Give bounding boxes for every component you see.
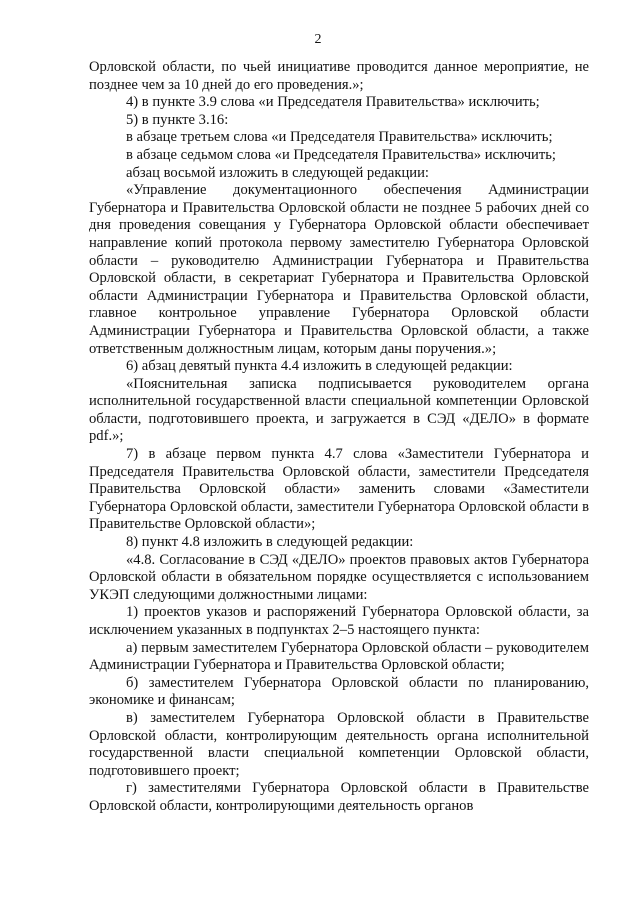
paragraph-continuation: Орловской области, по чьей инициативе проводится данное мероприятие, не позднее чем за 10 дней до его проведения.»; xyxy=(89,59,589,93)
paragraph-subitem-a: а) первым заместителем Губернатора Орловской области – руководителем Администрации Губернатора и Правительства Орловской области; xyxy=(89,639,589,674)
paragraph-subitem-b: б) заместителем Губернатора Орловской области по планированию, экономике и финансам; xyxy=(89,674,589,709)
document-body xyxy=(89,59,589,816)
paragraph-abzac-3: в абзаце третьем слова «и Председателя Правительства» исключить; xyxy=(126,129,553,146)
paragraph-quote-4-8: «4.8. Согласование в СЭД «ДЕЛО» проектов правовых актов Губернатора Орловской области в обязательном порядке осуществляется с использованием УКЭП следующими должностными лицами: xyxy=(89,551,589,603)
paragraph-subitem-v: в) заместителем Губернатора Орловской области в Правительстве Орловской области, контролирующим деятельность органа исполнительной государственной власти специальной компетенции Орловской области, подготовившего проект; xyxy=(89,709,589,779)
paragraph-subitem-1: 1) проектов указов и распоряжений Губернатора Орловской области, за исключением указанных в подпунктах 2–5 настоящего пункта: xyxy=(89,604,589,638)
paragraph-subitem-g: г) заместителями Губернатора Орловской области в Правительстве Орловской области, контролирующими деятельность органов xyxy=(89,780,589,814)
paragraph-item-8: 8) пункт 4.8 изложить в следующей редакции: xyxy=(126,534,414,551)
paragraph-abzac-7: в абзаце седьмом слова «и Председателя Правительства» исключить; xyxy=(126,146,556,163)
paragraph-quote-zapiska: «Пояснительная записка подписывается руководителем органа исполнительной государственной власти специальной компетенции Орловской области, подготовившего проекта, и загружается в СЭД «ДЕЛО» в формате pdf.»; xyxy=(89,375,589,445)
page-number: 2 xyxy=(314,32,322,47)
paragraph-abzac-8: абзац восьмой изложить в следующей редакции: xyxy=(126,164,429,181)
paragraph-item-6: 6) абзац девятый пункта 4.4 изложить в следующей редакции: xyxy=(126,358,513,375)
paragraph-item-4: 4) в пункте 3.9 слова «и Председателя Правительства» исключить; xyxy=(126,94,540,111)
paragraph-quote-upravlenie: «Управление документационного обеспечения Администрации Губернатора и Правительства Орловской области не позднее 5 рабочих дней со дня проведения совещания у Губернатора Орловской области обеспечивает направление копий протокола первому заместителю Губернатора Орловской области – руководителю Администрации Губернатора и Правительства Орловской области, в секретариат Губернатора и Правительства Орловской области Администрации Губернатора и Правительства Орловской области, главное контрольное управление Губернатора Орловской области Администрации Губернатора и Правительства Орловской области, а также ответственным должностным лицам, которым даны поручения.»; xyxy=(89,182,589,357)
paragraph-item-5: 5) в пункте 3.16: xyxy=(126,111,229,128)
paragraph-item-7: 7) в абзаце первом пункта 4.7 слова «Заместители Губернатора и Председателя Правительства Орловской области, заместители Председателя Правительства Орловской области» заменить словами «Заместители Губернатора Орловской области, заместители Губернатора Орловской области в Правительстве Орловской области»; xyxy=(89,446,589,533)
